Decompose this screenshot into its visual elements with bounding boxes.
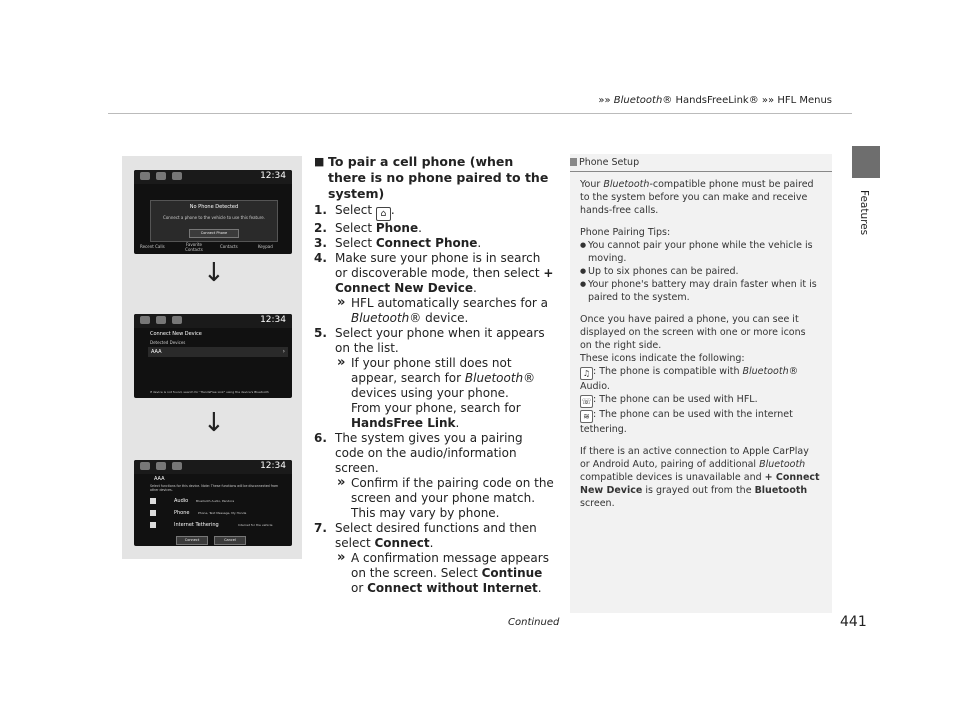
screen-no-phone (134, 170, 292, 254)
dialog-message: Connect a phone to the vehicle to use this feature. (163, 215, 265, 220)
device-name: AAA (151, 349, 162, 355)
checkbox-icon[interactable] (150, 510, 156, 516)
connect-phone-button[interactable]: Connect Phone (189, 229, 239, 238)
side-note-title: Phone Setup (570, 154, 832, 172)
fm-icon (172, 462, 182, 470)
cancel-button[interactable]: Cancel (214, 536, 246, 545)
note-marker-icon (570, 158, 577, 166)
tip-item: ● Your phone's battery may drain faster when it is paired to the system. (580, 278, 820, 304)
phone-icon (140, 172, 150, 180)
icon-legend-hfl: ☏ : The phone can be used with HFL. (581, 394, 758, 406)
contacts-tab[interactable]: Contacts (220, 244, 238, 249)
navigation-icon (156, 462, 166, 470)
clock: 12:34 (260, 315, 286, 325)
header-hfl: ® HandsFreeLink® (662, 95, 759, 106)
no-phone-dialog (150, 200, 278, 242)
clock: 12:34 (260, 461, 286, 471)
fm-icon (172, 316, 182, 324)
clock: 12:34 (260, 171, 286, 181)
side-p3b: These icons indicate the following: (580, 353, 745, 364)
connect-button[interactable]: Connect (176, 536, 208, 545)
running-header: »» Bluetooth® HandsFreeLink® »» HFL Menus (598, 95, 832, 106)
wifi-icon: ≋ (580, 410, 593, 423)
function-name: Internet Tethering (174, 522, 219, 528)
status-bar (134, 170, 292, 184)
status-bar (134, 314, 292, 328)
section-tab-label: Features (858, 190, 870, 236)
fm-icon (172, 172, 182, 180)
step-6-result: » Confirm if the pairing code on the screen and your phone match. This may vary by phone. (335, 476, 554, 521)
step-6: 6. The system gives you a pairing code on the audio/information screen. » Confirm if the pairing code on the screen and your phone match. This may vary by phone. (314, 431, 554, 521)
down-arrow-icon: ↓ (203, 258, 225, 288)
function-desc: Phone, Text Message, My Honda (198, 511, 247, 515)
instructions (314, 154, 554, 596)
page-number: 441 (840, 614, 867, 630)
tips-title: Phone Pairing Tips: (580, 227, 671, 238)
checkbox-icon[interactable] (150, 498, 156, 504)
phone-handset-icon: ☏ (581, 397, 592, 406)
step-4-result: » HFL automatically searches for a Bluetooth® device. (335, 296, 554, 326)
device-title: AAA (154, 476, 165, 482)
step-3: 3. Select Connect Phone. (314, 236, 482, 250)
favorite-contacts-tab[interactable]: Favorite Contacts (185, 242, 203, 252)
side-p5: If there is an active connection to Apple CarPlay or Android Auto, pairing of additional Bluetooth compatible devices is unavailable and + Connect New Device is grayed out from the Bluetooth screen. (580, 446, 820, 509)
step-5: 5. Select your phone when it appears on the list. » If your phone still does not appear, search for Bluetooth® devices using your phone. From your phone, search for HandsFree Link. (314, 326, 554, 431)
continued-label: Continued (508, 617, 560, 628)
step-7-result: » A confirmation message appears on the screen. Select Continue or Connect without Internet. (335, 551, 554, 596)
section-heading: ■ To pair a cell phone (when there is no phone paired to the system) (314, 154, 554, 202)
header-section: HFL Menus (777, 95, 832, 106)
side-p1: Your Bluetooth-compatible phone must be paired to the system before you can make and receive hands-free calls. (580, 179, 814, 216)
function-name: Audio (174, 498, 189, 504)
home-icon: ⌂ (376, 207, 391, 221)
dialog-title: No Phone Detected (189, 204, 239, 210)
checkbox-icon[interactable] (150, 522, 156, 528)
music-note-icon: ♫ (580, 367, 593, 380)
function-name: Phone (174, 510, 190, 516)
device-not-found-note: If device is not found, search for "HandsFree Link" using the device's Bluetooth (150, 390, 269, 394)
section-tab (852, 146, 880, 178)
keypad-tab[interactable]: Keypad (258, 244, 273, 249)
tip-item: ● You cannot pair your phone while the vehicle is moving. (580, 239, 820, 265)
header-rule (108, 113, 852, 114)
screen-select-functions (134, 460, 292, 546)
header-bluetooth: Bluetooth (613, 95, 663, 106)
navigation-icon (156, 316, 166, 324)
function-row-phone[interactable] (150, 508, 290, 520)
phone-icon (140, 316, 150, 324)
function-desc: Bluetooth Audio, Pandora (196, 499, 235, 503)
function-row-audio[interactable] (150, 496, 290, 508)
screen-connect-new-device (134, 314, 292, 398)
step-4: 4. Make sure your phone is in search or discoverable mode, then select + Connect New Device. » HFL automatically searches for a Bluetooth® device. (314, 251, 554, 326)
recent-calls-tab[interactable]: Recent Calls (140, 244, 165, 249)
down-arrow-icon: ↓ (203, 408, 225, 438)
functions-note: Select functions for this device. Note: These functions will be disconnected from other devices. (150, 484, 279, 492)
navigation-icon (156, 172, 166, 180)
side-note (570, 154, 832, 613)
screen-title: Connect New Device (150, 331, 202, 337)
chevron-right-icon: › (282, 348, 285, 355)
icon-legend-audio: ♫ : The phone is compatible with Bluetooth® Audio. (580, 366, 799, 392)
step-1: 1. Select ⌂ . (314, 203, 395, 219)
function-row-internet[interactable] (150, 520, 290, 532)
step-5-result: » If your phone still does not appear, search for Bluetooth® devices using your phone. From your phone, search for HandsFree Link. (335, 356, 554, 431)
functions-list (150, 496, 290, 532)
phone-icon (140, 462, 150, 470)
device-row[interactable] (148, 347, 288, 357)
function-desc: Internet for the vehicle (238, 523, 273, 527)
icon-legend-internet: ≋ : The phone can be used with the internet tethering. (580, 409, 793, 435)
detected-devices-label: Detected Devices (150, 340, 186, 345)
status-bar (134, 460, 292, 474)
side-p3: Once you have paired a phone, you can see it displayed on the screen with one or more icons on the right side. (580, 314, 806, 351)
step-7: 7. Select desired functions and then select Connect. » A confirmation message appears on the screen. Select Continue or Connect without Internet. (314, 521, 554, 596)
step-2: 2. Select Phone. (314, 221, 422, 235)
tip-item: ● Up to six phones can be paired. (580, 265, 820, 278)
